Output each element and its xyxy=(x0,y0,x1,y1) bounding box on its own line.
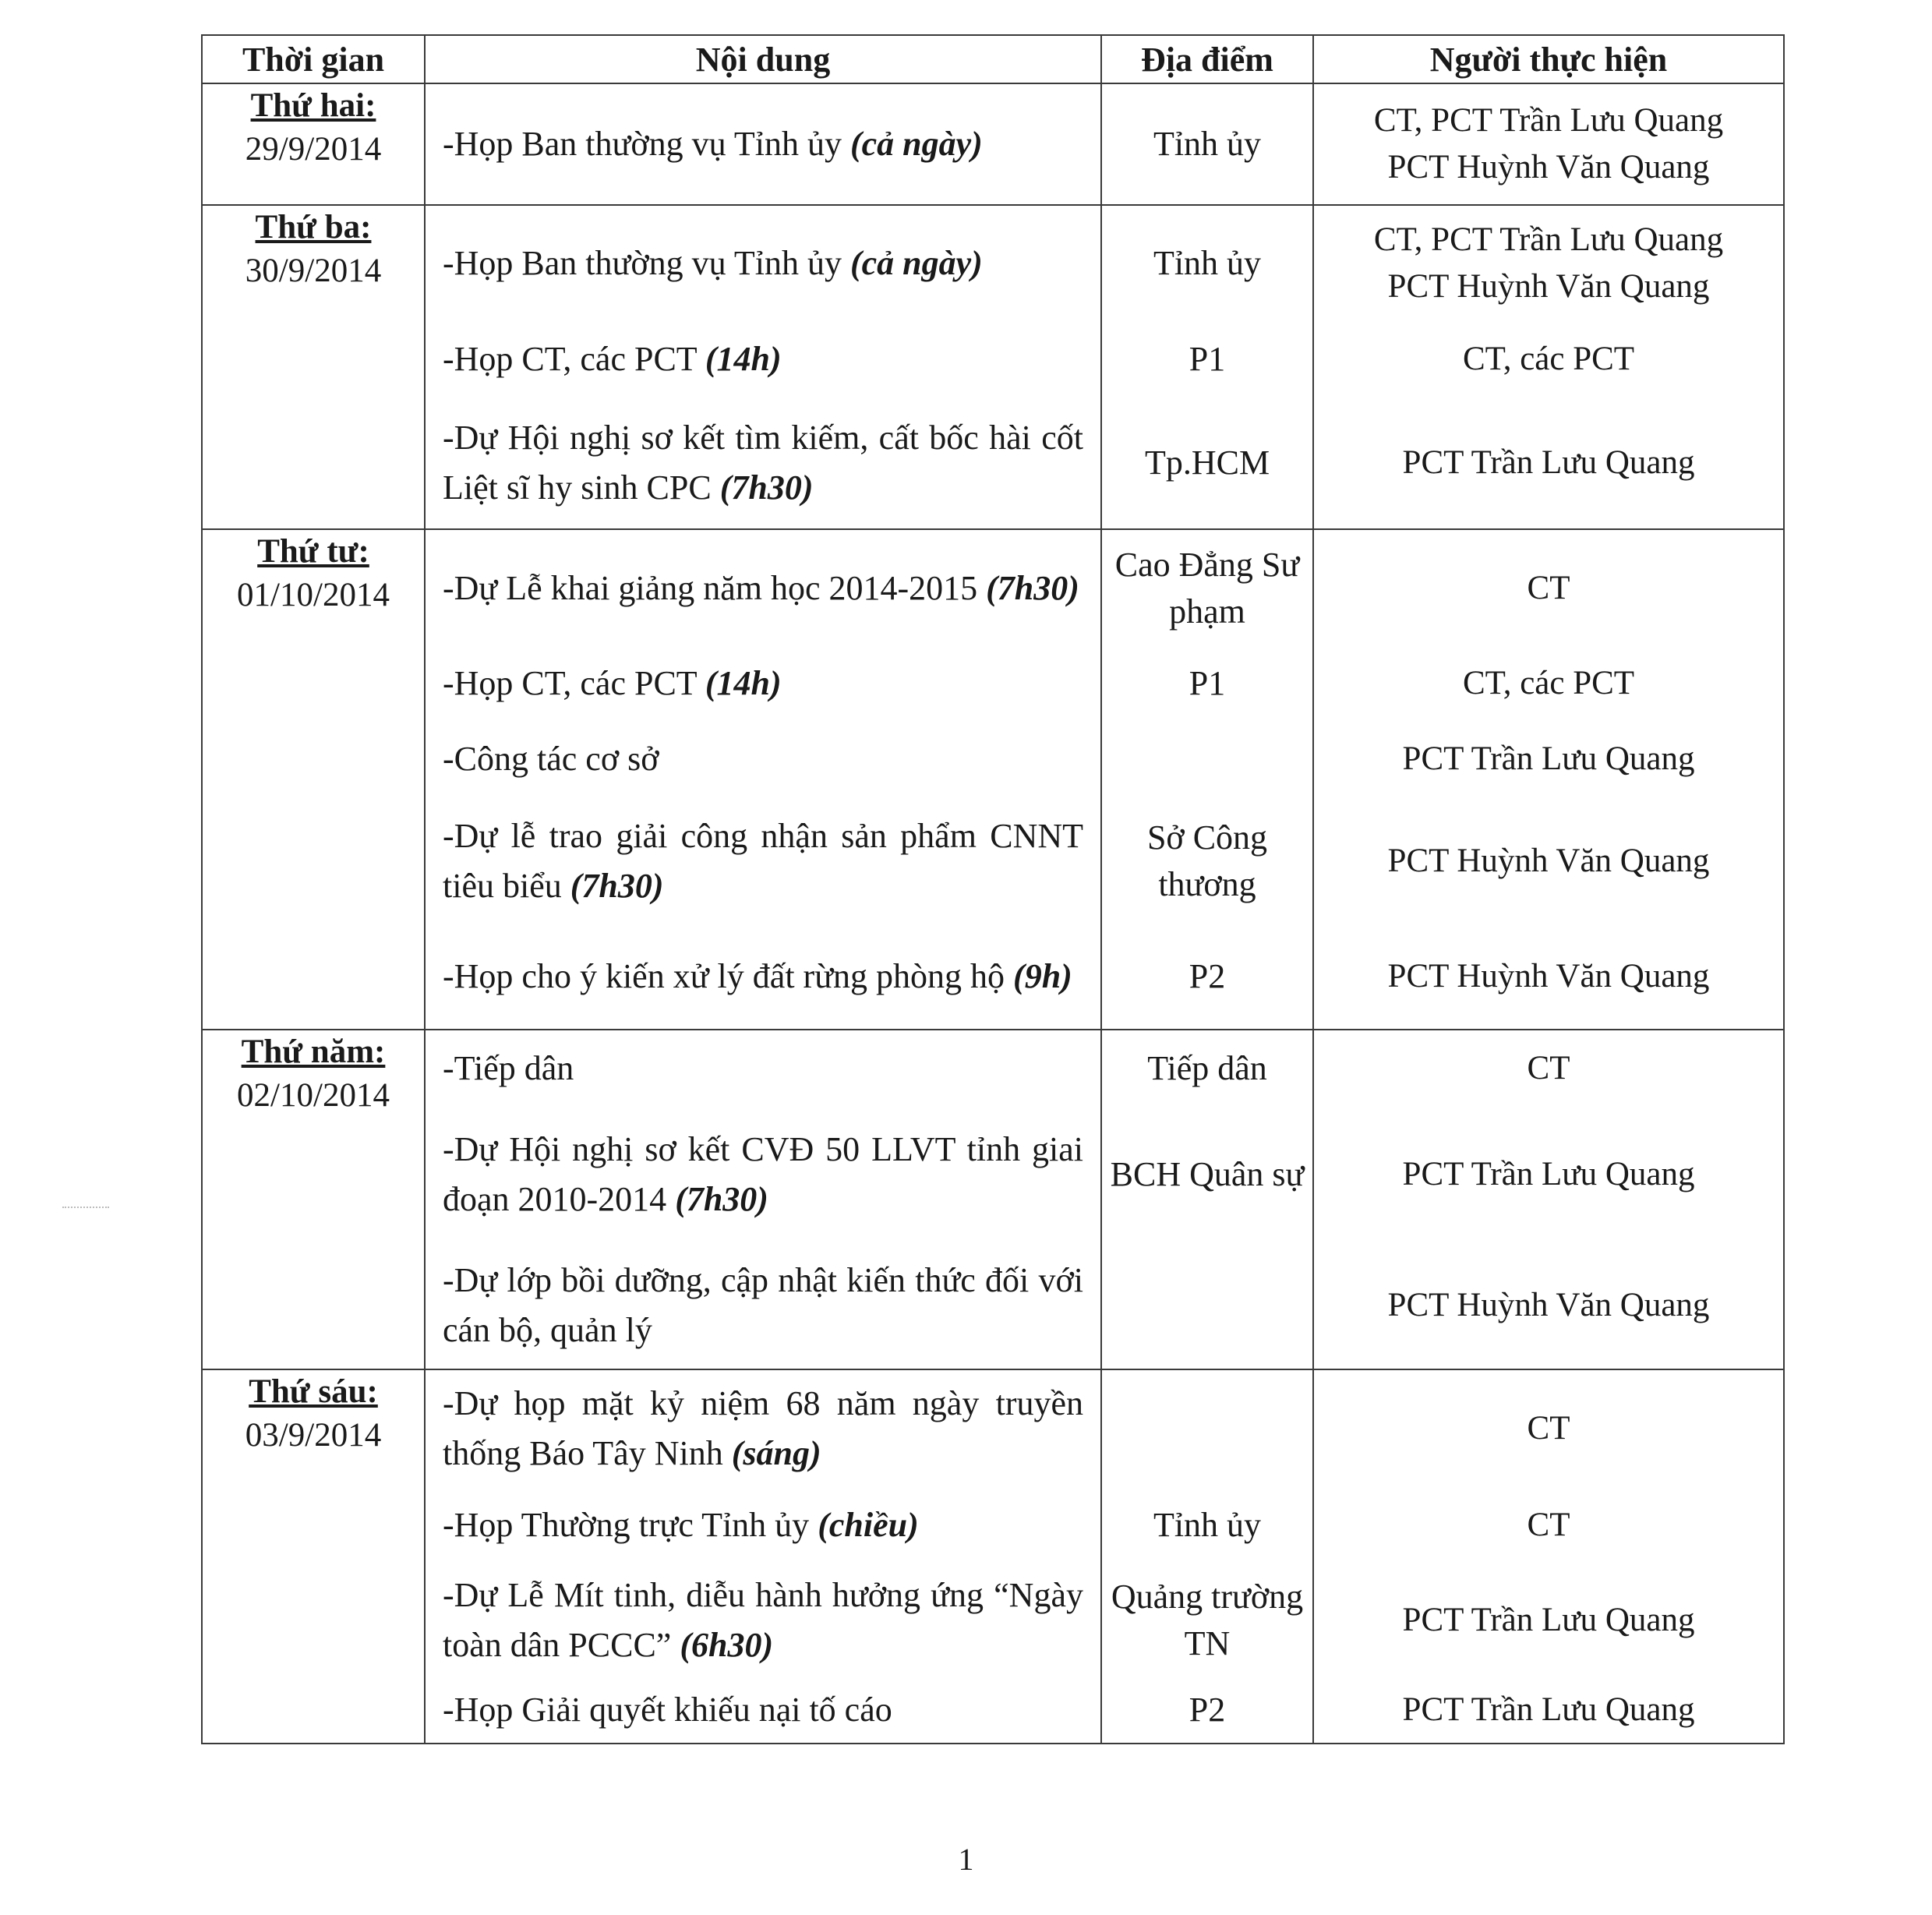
event-location: Tỉnh ủy xyxy=(1153,125,1262,163)
event-person: CT xyxy=(1527,570,1570,606)
page-number: 1 xyxy=(958,1842,974,1877)
event-text xyxy=(426,1256,1100,1355)
event-description: -Họp Giải quyết khiếu nại tố cáo xyxy=(443,1691,892,1729)
event-person: PCT Huỳnh Văn Quang xyxy=(1387,843,1710,879)
event-content xyxy=(426,397,1100,528)
event-location-box xyxy=(1102,924,1312,1029)
content-cell xyxy=(425,1369,1101,1744)
day-row xyxy=(202,1030,1784,1369)
event-content xyxy=(426,530,1100,647)
event-description: -Dự lớp bồi dưỡng, cập nhật kiến thức đối với cán bộ, quản lý xyxy=(443,1261,1083,1349)
event-text xyxy=(426,659,799,708)
day-label: Thứ năm: xyxy=(241,1033,386,1070)
event-location-box xyxy=(1102,647,1312,720)
event-description: -Tiếp dân xyxy=(443,1049,574,1087)
event-person: CT xyxy=(1527,1507,1570,1543)
day-row xyxy=(202,83,1784,205)
event-content xyxy=(426,1370,1100,1487)
event-time: (7h30) xyxy=(719,468,814,507)
event-text xyxy=(426,1571,1100,1670)
event-person: CT, PCT Trần Lưu Quang xyxy=(1373,221,1724,258)
event-time: (cả ngày) xyxy=(849,244,983,282)
day-cell xyxy=(202,1369,425,1744)
event-location: P1 xyxy=(1189,664,1226,702)
event-text xyxy=(426,413,1100,513)
event-content xyxy=(426,647,1100,720)
people-cell xyxy=(1313,1030,1784,1369)
day-label: Thứ sáu: xyxy=(249,1373,378,1410)
event-location: BCH Quân sự xyxy=(1110,1155,1305,1193)
event-location: Sở Công thương xyxy=(1146,818,1268,903)
event-location-box xyxy=(1102,1487,1312,1563)
event-people-box xyxy=(1314,720,1783,798)
people-cell xyxy=(1313,205,1784,529)
event-location-box xyxy=(1102,1677,1312,1743)
day-date: 03/9/2014 xyxy=(245,1417,382,1454)
event-description: -Họp Thường trực Tỉnh ủy xyxy=(443,1506,818,1544)
schedule-table xyxy=(201,34,1785,1744)
event-text xyxy=(426,119,1000,169)
event-content xyxy=(426,1242,1100,1369)
event-description: -Dự lễ trao giải công nhận sản phẩm CNNT tiêu biểu xyxy=(443,817,1083,905)
day-label: Thứ ba: xyxy=(255,209,372,246)
event-location-box xyxy=(1102,1030,1312,1107)
scan-artifact xyxy=(62,1207,109,1210)
event-content xyxy=(426,1030,1100,1107)
event-description: -Họp CT, các PCT xyxy=(443,340,705,378)
event-content xyxy=(426,321,1100,397)
event-person: PCT Trần Lưu Quang xyxy=(1402,444,1695,481)
event-time: (14h) xyxy=(705,664,782,702)
event-text xyxy=(426,1685,909,1735)
event-location: Tp.HCM xyxy=(1144,443,1270,482)
day-date: 02/10/2014 xyxy=(237,1077,390,1114)
location-cell xyxy=(1101,1369,1313,1744)
day-row xyxy=(202,205,1784,529)
event-location: Tỉnh ủy xyxy=(1153,1506,1262,1544)
day-date: 30/9/2014 xyxy=(245,253,382,289)
event-description: -Dự Hội nghị sơ kết tìm kiếm, cất bốc hài cốt Liệt sĩ hy sinh CPC xyxy=(443,419,1083,507)
event-location-box xyxy=(1102,84,1312,204)
event-person: PCT Trần Lưu Quang xyxy=(1402,740,1695,777)
event-text xyxy=(426,334,799,384)
day-label: Thứ tư: xyxy=(257,533,369,570)
event-content xyxy=(426,1677,1100,1743)
header-row xyxy=(202,35,1784,83)
event-people-box xyxy=(1314,1242,1783,1369)
event-description: -Họp Ban thường vụ Tỉnh ủy xyxy=(443,125,850,163)
event-people-box xyxy=(1314,397,1783,528)
event-person: PCT Huỳnh Văn Quang xyxy=(1387,958,1710,995)
event-location: Tỉnh ủy xyxy=(1153,244,1262,282)
event-people-box xyxy=(1314,1030,1783,1107)
event-text xyxy=(426,1044,591,1094)
event-location-box xyxy=(1102,206,1312,321)
event-description: -Họp cho ý kiến xử lý đất rừng phòng hộ xyxy=(443,957,1014,995)
event-time: (chiều) xyxy=(818,1506,919,1544)
event-time: (14h) xyxy=(705,340,782,378)
event-people-box xyxy=(1314,798,1783,924)
event-text xyxy=(426,952,1090,1002)
event-content xyxy=(426,1487,1100,1563)
event-location-box xyxy=(1102,798,1312,924)
event-location-box xyxy=(1102,321,1312,397)
event-location: P2 xyxy=(1189,957,1226,995)
event-content xyxy=(426,924,1100,1029)
event-content xyxy=(426,1563,1100,1677)
header-people: Người thực hiện xyxy=(1313,35,1784,83)
day-cell xyxy=(202,1030,425,1369)
people-cell xyxy=(1313,529,1784,1030)
event-content xyxy=(426,720,1100,798)
event-person: PCT Huỳnh Văn Quang xyxy=(1387,1287,1710,1323)
event-text xyxy=(426,811,1100,911)
event-people-box xyxy=(1314,1487,1783,1563)
event-person: PCT Trần Lưu Quang xyxy=(1402,1691,1695,1728)
event-location: Tiếp dân xyxy=(1147,1049,1267,1087)
event-time: (6h30) xyxy=(680,1626,774,1664)
day-cell xyxy=(202,529,425,1030)
event-person: CT xyxy=(1527,1050,1570,1086)
event-content xyxy=(426,84,1100,204)
day-row xyxy=(202,1369,1784,1744)
content-cell xyxy=(425,83,1101,205)
event-person: CT, các PCT xyxy=(1462,341,1635,377)
event-content xyxy=(426,1107,1100,1242)
event-location: P2 xyxy=(1189,1691,1226,1729)
event-description: -Công tác cơ sở xyxy=(443,740,659,778)
event-time: (7h30) xyxy=(986,569,1079,607)
event-location-box xyxy=(1102,1107,1312,1242)
header-content: Nội dung xyxy=(425,35,1101,83)
location-cell xyxy=(1101,529,1313,1030)
content-cell xyxy=(425,529,1101,1030)
event-people-box xyxy=(1314,924,1783,1029)
content-cell xyxy=(425,205,1101,529)
event-person: PCT Trần Lưu Quang xyxy=(1402,1156,1695,1192)
event-time: (cả ngày) xyxy=(849,125,983,163)
content-cell xyxy=(425,1030,1101,1369)
event-location: P1 xyxy=(1189,340,1226,378)
location-cell xyxy=(1101,205,1313,529)
event-people-box xyxy=(1314,321,1783,397)
event-person: CT xyxy=(1527,1410,1570,1447)
event-location: Quảng trường TN xyxy=(1111,1578,1304,1662)
event-person: PCT Huỳnh Văn Quang xyxy=(1387,268,1710,305)
event-text xyxy=(426,1125,1100,1224)
event-person: PCT Trần Lưu Quang xyxy=(1402,1602,1695,1638)
event-people-box xyxy=(1314,1563,1783,1677)
event-text xyxy=(426,238,1000,288)
day-date: 01/10/2014 xyxy=(237,577,390,613)
event-text xyxy=(426,1379,1100,1479)
day-row xyxy=(202,529,1784,1030)
event-time: (9h) xyxy=(1013,957,1072,995)
event-person: CT, các PCT xyxy=(1462,665,1635,701)
event-time: (7h30) xyxy=(570,867,664,905)
event-content xyxy=(426,798,1100,924)
event-description: -Dự Hội nghị sơ kết CVĐ 50 LLVT tỉnh giai đoạn 2010-2014 xyxy=(443,1130,1083,1218)
event-person: PCT Huỳnh Văn Quang xyxy=(1387,149,1710,185)
event-location-box xyxy=(1102,1242,1312,1369)
event-text xyxy=(426,564,1097,613)
day-date: 29/9/2014 xyxy=(245,131,382,168)
event-time: (sáng) xyxy=(731,1434,821,1472)
event-location-box xyxy=(1102,1563,1312,1677)
day-cell xyxy=(202,205,425,529)
event-description: -Dự Lễ khai giảng năm học 2014-2015 xyxy=(443,569,987,607)
people-cell xyxy=(1313,1369,1784,1744)
event-people-box xyxy=(1314,647,1783,720)
event-description: -Họp CT, các PCT xyxy=(443,664,705,702)
event-location-box xyxy=(1102,1370,1312,1487)
event-content xyxy=(426,206,1100,321)
event-location-box xyxy=(1102,397,1312,528)
event-location-box xyxy=(1102,720,1312,798)
event-person: CT, PCT Trần Lưu Quang xyxy=(1373,102,1724,139)
event-location: Cao Đẳng Sư phạm xyxy=(1114,546,1300,631)
event-people-box xyxy=(1314,206,1783,321)
day-cell xyxy=(202,83,425,205)
event-people-box xyxy=(1314,84,1783,204)
event-description: -Họp Ban thường vụ Tỉnh ủy xyxy=(443,244,850,282)
event-people-box xyxy=(1314,1107,1783,1242)
event-description: -Dự họp mặt kỷ niệm 68 năm ngày truyền thống Báo Tây Ninh xyxy=(443,1384,1083,1472)
header-location: Địa điểm xyxy=(1101,35,1313,83)
location-cell xyxy=(1101,1030,1313,1369)
header-time: Thời gian xyxy=(202,35,425,83)
location-cell xyxy=(1101,83,1313,205)
event-people-box xyxy=(1314,1370,1783,1487)
event-text xyxy=(426,734,676,784)
event-time: (7h30) xyxy=(675,1180,768,1218)
event-people-box xyxy=(1314,1677,1783,1743)
event-text xyxy=(426,1500,936,1550)
people-cell xyxy=(1313,83,1784,205)
event-people-box xyxy=(1314,530,1783,647)
event-description: -Dự Lễ Mít tinh, diễu hành hưởng ứng “Ngày toàn dân PCCC” xyxy=(443,1576,1083,1664)
day-label: Thứ hai: xyxy=(250,87,376,124)
event-location-box xyxy=(1102,530,1312,647)
